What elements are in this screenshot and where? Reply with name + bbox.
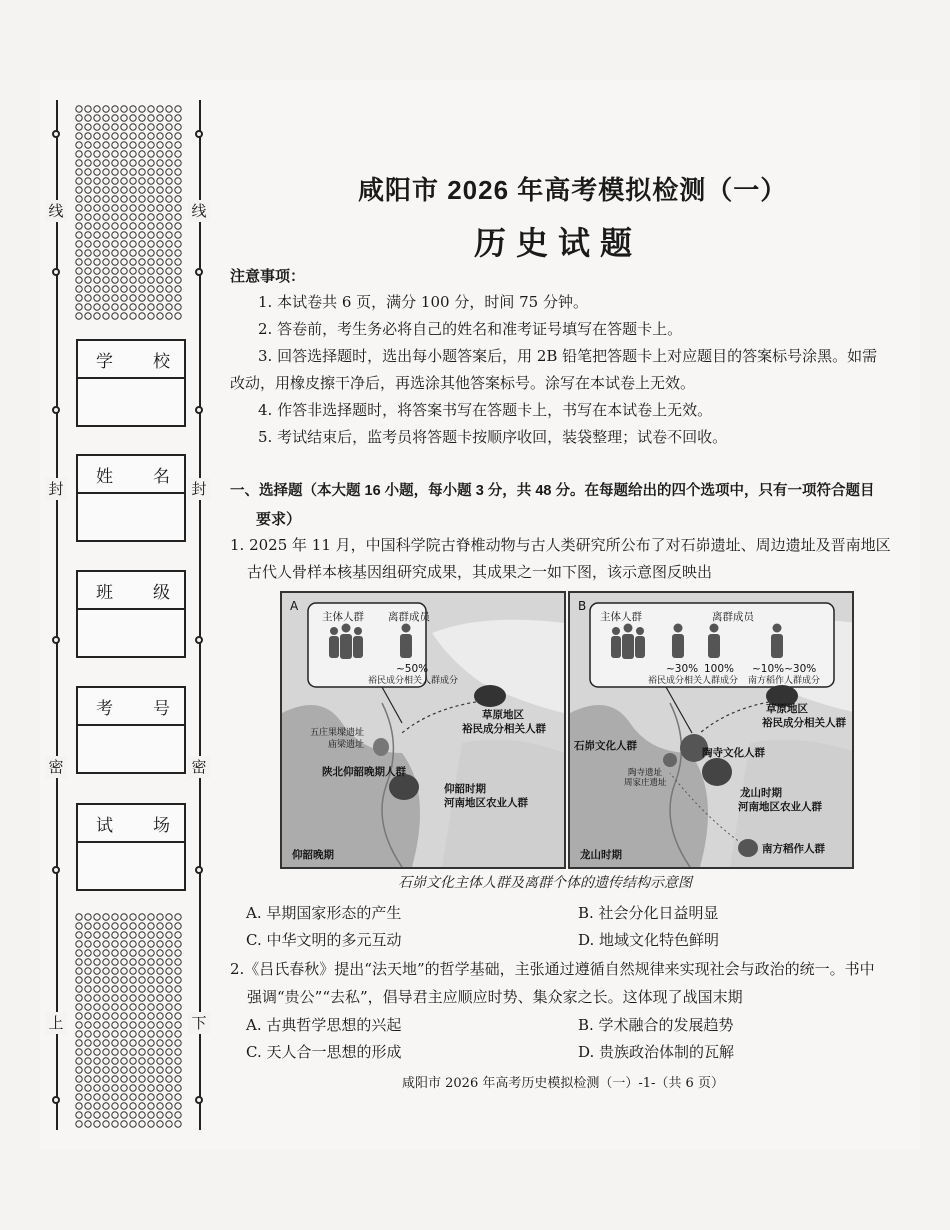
panel-b-site-2: 周家庄遗址	[624, 778, 667, 788]
q1-figure	[280, 591, 856, 865]
q2-stem-1: 2.《吕氏春秋》提出“法天地”的哲学基础，主张通过遵循自然规律来实现社会与政治的统一。书中	[230, 960, 875, 978]
field-name-label-2: 名	[153, 466, 170, 487]
field-class-label-1: 班	[96, 582, 113, 603]
q2-option-d[interactable]: D. 贵族政治体制的瓦解	[578, 1043, 735, 1061]
mark-secret-left: 密	[45, 756, 67, 778]
q1-stem-1: 1. 2025 年 11 月，中国科学院古脊椎动物与古人类研究所公布了对石峁遗址、周边遗址及晋南地区	[230, 536, 891, 554]
panel-b-site-1: 陶寺遗址	[628, 768, 663, 778]
field-exam-number[interactable]	[76, 686, 186, 774]
exam-title: 咸阳市 2026 年高考模拟检测（一）	[358, 175, 788, 205]
panel-a-population: 陕北仰韶晚期人群	[322, 766, 406, 778]
mark-up: 上	[45, 1012, 67, 1034]
q1-option-d[interactable]: D. 地域文化特色鲜明	[578, 931, 720, 949]
q2-option-b[interactable]: B. 学术融合的发展趋势	[578, 1016, 734, 1034]
section-heading: 一、选择题（本大题 16 小题，每小题 3 分，共 48 分。在每题给出的四个选项中，只有一项符合题目	[230, 483, 875, 499]
field-school[interactable]	[76, 339, 186, 427]
panel-b-pct-3: ~10%~30%	[752, 663, 817, 675]
notice-item-4: 4. 作答非选择题时，将答案书写在答题卡上，书写在本试卷上无效。	[258, 401, 713, 419]
mark-down: 下	[188, 1012, 210, 1034]
mark-line-right: 线	[188, 200, 210, 222]
panel-a-pct-note: 裕民成分相关人群成分	[368, 676, 459, 686]
q1-option-b[interactable]: B. 社会分化日益明显	[578, 904, 719, 922]
panel-a-steppe-2: 裕民成分相关人群	[462, 723, 546, 735]
section-heading-2: 要求）	[256, 511, 302, 528]
q1-option-a[interactable]: A. 早期国家形态的产生	[246, 904, 402, 922]
panel-b-taosi: 陶寺文化人群	[702, 747, 765, 759]
panel-b-shimao: 石峁文化人群	[574, 740, 637, 752]
panel-b-farm-1: 龙山时期	[740, 787, 782, 799]
panel-b-south: 南方稻作人群	[762, 843, 825, 855]
q2-stem-2: 强调“贵公”“去私”，倡导君主应顺应时势、集众家之长。这体现了战国末期	[247, 988, 743, 1006]
field-school-label-1: 学	[96, 351, 113, 372]
map-b	[570, 593, 854, 867]
panel-b-outlier: 离群成员	[712, 611, 754, 623]
notice-item-3a: 3. 回答选择题时，选出每小题答案后，用 2B 铅笔把答题卡上对应题目的答案标号涂黑。如需	[258, 347, 878, 365]
notice-item-1: 1. 本试卷共 6 页，满分 100 分，时间 75 分钟。	[258, 293, 588, 311]
panel-b-period: 龙山时期	[580, 849, 622, 861]
figure-panel-b	[568, 591, 854, 869]
panel-b-main-group: 主体人群	[600, 611, 642, 623]
panel-a-site-2: 庙梁遗址	[328, 740, 365, 750]
field-exam-label-1: 考	[96, 698, 113, 719]
panel-b-note-1: 裕民成分相关人群成分	[648, 676, 739, 686]
mark-seal-left: 封	[45, 478, 67, 500]
notice-item-2: 2. 答卷前，考生务必将自己的姓名和准考证号填写在答题卡上。	[258, 320, 683, 338]
panel-a-steppe-1: 草原地区	[482, 709, 524, 721]
field-school-label-2: 校	[153, 351, 170, 372]
panel-a-period: 仰韶晚期	[292, 849, 334, 861]
field-exam-label-2: 号	[153, 698, 170, 719]
panel-a-farm-1: 仰韶时期	[444, 783, 486, 795]
q1-stem-2: 古代人骨样本核基因组研究成果，其成果之一如下图，该示意图反映出	[247, 563, 713, 581]
panel-a-pct: ~50%	[396, 663, 429, 675]
q2-option-a[interactable]: A. 古典哲学思想的兴起	[246, 1016, 402, 1034]
panel-b-steppe-1: 草原地区	[766, 703, 808, 715]
panel-a-farm-2: 河南地区农业人群	[444, 797, 528, 809]
notice-item-3b: 改动，用橡皮擦干净后，再选涂其他答案标号。涂写在本试卷上无效。	[230, 374, 696, 392]
field-name[interactable]	[76, 454, 186, 542]
figure-caption: 石峁文化主体人群及离群个体的遗传结构示意图	[398, 875, 692, 891]
subject-title: 历史试题	[474, 225, 643, 261]
mark-line-left: 线	[45, 200, 67, 222]
panel-b-note-2: 南方稻作人群成分	[748, 676, 821, 686]
panel-b-pct-1: ~30%	[666, 663, 699, 675]
mark-seal-right: 封	[188, 478, 210, 500]
panel-a-main-group: 主体人群	[322, 611, 364, 623]
field-room-label-1: 试	[96, 815, 113, 836]
field-class[interactable]	[76, 570, 186, 658]
panel-b-farm-2: 河南地区农业人群	[738, 801, 822, 813]
field-room-label-2: 场	[153, 815, 170, 836]
panel-a-outlier: 离群成员	[388, 611, 430, 623]
panel-b-letter: B	[578, 599, 587, 613]
notice-heading: 注意事项：	[230, 268, 306, 285]
panel-a-site-1: 五庄果墚遗址	[310, 728, 365, 738]
notice-item-5: 5. 考试结束后，监考员将答题卡按顺序收回，装袋整理；试卷不回收。	[258, 428, 728, 446]
field-exam-room[interactable]	[76, 803, 186, 891]
field-class-label-2: 级	[153, 582, 170, 603]
q2-option-c[interactable]: C. 天人合一思想的形成	[246, 1043, 402, 1061]
panel-b-steppe-2: 裕民成分相关人群	[762, 717, 846, 729]
figure-panel-a	[280, 591, 566, 869]
panel-a-letter: A	[290, 599, 299, 613]
mark-secret-right: 密	[188, 756, 210, 778]
page-footer: 咸阳市 2026 年高考历史模拟检测（一）-1-（共 6 页）	[402, 1076, 724, 1091]
panel-b-pct-2: 100%	[704, 663, 735, 675]
field-name-label-1: 姓	[96, 466, 113, 487]
q1-option-c[interactable]: C. 中华文明的多元互动	[246, 931, 402, 949]
